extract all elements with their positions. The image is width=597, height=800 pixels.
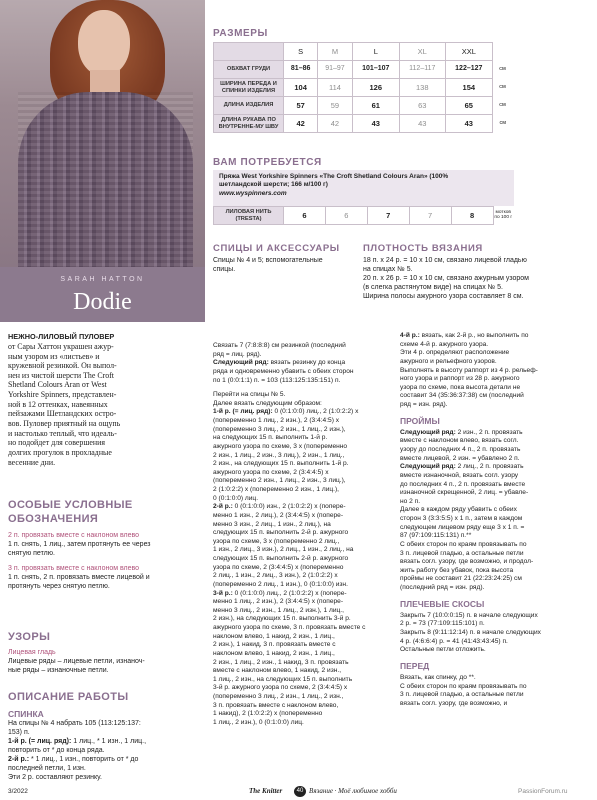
yarn-table [213,206,513,225]
need-heading: ВАМ ПОТРЕБУЕТСЯ [213,157,322,168]
gauge-section [363,243,593,302]
intro-lead: НЕЖНО-ЛИЛОВЫЙ ПУЛОВЕР [8,332,115,341]
size-header: XL [399,43,445,61]
patterns-line-2: ные ряды – изнаночные петли. [8,666,109,674]
back-line-6: последней петли, 1 изн. [8,764,86,772]
instruction-line: ряд = лиц. ряд). [213,350,262,358]
instructions-column-3 [400,332,590,709]
instruction-line: на следующих 15 п. выполнить 1-й р. [213,434,328,442]
instruction-line: (попеременно 3 лиц., 2 изн., 1 лиц., 2 изн., [213,693,344,700]
instruction-line: 3-й р. ажурного узора по схеме, 2 (3:4:4:5) х [213,684,348,692]
instruction-line: составит 34 (35:36:37:38) см (последний [400,392,524,400]
instruction-line: 2 изн., 1 лиц., 2 изн., 1 накид, 3 п. провязать [213,658,349,666]
instruction-line: 2 лиц., 1 изн., 2 лиц., 3 изн.), 2 (1:0:2:2) х [213,572,338,580]
instruction-line: вместе с наклоном влево, 1 накид, 2 изн., [213,667,342,675]
back-line-7: Эти 2 р. составляют резинку. [8,773,102,781]
intro-line: долгих прогулок в прохладные [8,447,112,457]
abbrev-2-title: 3 п. провязать вместе с наклоном влево [8,565,140,573]
instruction-line: 2 изн.), на следующих 15 п. выполнить 3-й р. [213,615,351,623]
size-value: 43 [399,115,445,133]
instruction-line: 0 (0:1:0:0) лиц. [213,494,259,502]
abbreviations-section [8,498,201,592]
gauge-line: 20 п. х 26 р. = 10 х 10 см, связано ажурным узором [363,275,529,283]
back-row-2-text: * 1 лиц., 1 изн., повторить от * до [29,755,139,763]
yarn-value: 7 [367,207,409,225]
size-row-label: ДЛИНА ИЗДЕЛИЯ [214,97,284,115]
size-value: 42 [284,115,318,133]
size-row-label: ДЛИНА РУКАВА ПО ВНУТРЕННЕ-МУ ШВУ [214,115,284,133]
instruction-line: (попеременно 1 лиц., 2 изн.), 2 (3:4:4:5) х [213,417,340,424]
instruction-line: узора по схеме, пока высота детали не [400,383,521,391]
patterns-section [8,630,201,676]
sweater-photo [0,0,205,267]
instruction-line: вместе лицевой, 2 изн. = убавлено 2 п. [400,454,520,462]
pattern-title: Dodie [73,289,132,315]
instruction-line: менно 3 изн., 2 лиц., 1 изн., 2 лиц.), на [213,520,331,528]
instruction-line: менно 1 лиц., 2 изн.), 2 (3:4:4:5) х (попере- [213,598,344,606]
yarn-unit: мотков по 100 г [494,209,513,220]
intro-line: ной в 12 оттенках, навеянных [8,399,108,409]
size-value: 57 [284,97,318,115]
size-header: XXL [445,43,492,61]
instruction-line: ного узора и раппорт из 28 р. ажурного [400,375,520,383]
gauge-line: 18 п. х 24 р. = 10 х 10 см, связано лицевой гладью [363,257,527,265]
tools-line-2: спицы. [213,266,236,274]
instruction-line: 2 изн., на следующих 15 п. выполнить 1-й р. [213,460,349,468]
instruction-line: 2 р. = 73 (77:109:115:101) п. [400,620,485,628]
instruction-line: ажурного узора по схеме, 3 п. провязать вместе с [213,624,366,631]
yarn-value: 7 [409,207,451,225]
instruction-line: 3 п. лицевой гладью, а остальные петли [400,549,524,557]
gauge-heading: ПЛОТНОСТЬ ВЯЗАНИЯ [363,243,483,254]
size-value: 104 [284,79,318,97]
instruction-line: Эти 4 р. определяют расположение [400,349,510,357]
page-number: 40 [294,786,306,797]
instruction-line: Перейти на спицы № 5. [213,391,286,399]
instruction-line: Закрыть 8 (9:11:12:14) п. в начале следующих [400,629,541,636]
back-row-1-label: 1-й р. (= лиц. ряд): [8,737,72,745]
intro-line: от Сары Хаттон украшен ажур- [8,341,114,351]
size-value: 101–107 [352,61,399,79]
intro-text [8,332,158,467]
instruction-line: сторон 3 (3:3:5:5) х 1 п., затем в каждом [400,515,523,522]
magazine-name: The Knitter [249,787,283,795]
gauge-line: (в слегка растянутом виде) на спицах № 5. [363,284,503,292]
author-name: SARAH HATTON [60,276,145,283]
instruction-line: 3 п. провязать вместе с наклоном влево, [213,701,339,709]
instruction-line: ажурного узора по схеме, 2 (3:4:4:5) х [213,468,329,476]
size-unit: см [499,119,507,126]
intro-line: нен из чистой шерсти The Croft [8,370,114,380]
size-unit: см [499,83,506,90]
sizes-row [214,97,513,115]
intro-line: весенние дни. [8,457,56,467]
instruction-line: Связать 7 (7:8:8:8) см резинкой (последний [213,342,346,349]
back-line-4: повторить от * до конца ряда. [8,746,105,754]
instruction-line: Следующий ряд: 2 лиц., 2 п. провязать [400,463,524,471]
size-header: M [318,43,352,61]
instruction-line: менно 3 лиц., 2 изн., 1 лиц., 2 изн.), 1 лиц., [213,606,344,614]
size-unit: см [499,65,506,72]
instruction-line: вязать согл. узору, где возможно, и [400,699,508,707]
abbrev-1-text-2: снятую петлю. [8,550,55,558]
size-header: S [284,43,318,61]
patterns-heading: УЗОРЫ [8,631,51,643]
instruction-line: вязать согл. узору, где возможно, и продол- [400,558,534,566]
instruction-line: проймы не составит 21 (22:23:24:25) см [400,575,522,583]
instruction-line: 2 изн., 1 лиц., 2 изн., 3 лиц.), 2 изн., 1 лиц., [213,451,345,459]
instruction-line: ажурного и рельефного узоров. [400,357,497,365]
size-value: 81–86 [284,61,318,79]
instruction-line: 3-й р.: 0 (0:1:0:0) лиц., 2 (1:0:2:2) х (попере- [213,589,347,597]
instruction-line: изнаночной скрещенной, 2 лиц. = убавле- [400,489,529,497]
instruction-line: 1 накид), 2 (1:0:2:2) х (попеременно [213,710,323,718]
instruction-line: до последних 4 п., 2 п. провязать вместе [400,480,526,488]
instruction-line: ажурного узора по схеме, 3 х (попеременно [213,442,348,450]
size-value: 59 [318,97,352,115]
instructions-column-2 [213,342,391,728]
size-row-label: ОБХВАТ ГРУДИ [214,61,284,79]
instruction-line: ряда и одновременно убавить с обеих сторон [213,367,354,375]
size-unit: см [499,101,506,108]
instruction-line: (попеременно 3 лиц., 2 изн., 1 лиц., 2 изн.), [213,425,346,433]
instruction-line: Вязать, как спинку, до **. [400,674,476,681]
size-value: 61 [352,97,399,115]
instruction-line: узора по схеме, 3 х (попеременно 2 лиц., [213,537,340,545]
instruction-line: Далее вязать следующим образом: [213,399,322,407]
size-value: 63 [399,97,445,115]
size-value: 43 [352,115,399,133]
instruction-line: Остальные петли отложить. [400,646,486,654]
instruction-line: Следующий ряд: 2 изн., 2 п. провязать [400,428,523,436]
instruction-line: ряд = изн. ряд). [400,401,448,408]
instruction-line: по 1 (0:0:1:1) п. = 103 (113:125:135:151) п. [213,376,341,384]
gauge-line: Ширина полосы ажурного узора составляет 8 см. [363,292,524,300]
instruction-line: С обеих сторон по краям провязывать по [400,682,527,690]
sizes-row [214,115,513,133]
watermark: PassionForum.ru [518,788,568,795]
abbrev-heading-2: ОБОЗНАЧЕНИЯ [8,513,99,526]
size-value: 112–117 [399,61,445,79]
size-value: 154 [445,79,492,97]
instruction-line: (последний ряд = изн. ряд). [400,584,485,591]
intro-line: и настолько теплый, что идеаль- [8,428,117,438]
instruction-line: 2 изн.), 1 накид, 3 п. провязать вместе с [213,641,336,649]
yarn-value: 8 [451,207,493,225]
instruction-line: наклоном влево, 1 накид, 2 изн., 1 лиц., [213,649,335,657]
instruction-line: С обеих сторон по краям провязывать по [400,540,527,548]
instruction-line: вместе с наклоном влево, вязать согл. [400,437,519,445]
size-value: 122–127 [445,61,492,79]
abbrev-heading-1: ОСОБЫЕ УСЛОВНЫЕ [8,499,133,511]
abbrev-1-title: 2 п. провязать вместе с наклоном влево [8,532,140,540]
sizes-row [214,79,513,97]
instruction-line: узору до последних 4 п., 2 п. провязать [400,446,521,453]
instruction-line: наклоном влево, 1 накид, 2 изн., 1 лиц., [213,632,335,640]
instruction-line: 3 п. лицевой гладью, а остальные петли [400,691,524,699]
instruction-line: но 2 п. [400,497,421,505]
back-row-2-label: 2-й р.: [8,755,30,763]
size-value: 65 [445,97,492,115]
magazine-tagline: Вязание · Моё любимое хобби [309,787,397,795]
size-value: 43 [445,115,492,133]
instruction-line: жить работу без убавок, пока высота [400,566,514,574]
back-line-2: 153) п. [8,728,30,736]
size-row-label: ШИРИНА ПЕРЕДА И СПИНКИ ИЗДЕЛИЯ [214,79,284,97]
instruction-line: 1 изн., 2 лиц., 3 изн.), 2 лиц., 1 изн., 2 лиц., на [213,546,354,554]
intro-line: Shetland Colours Aran от West [8,380,107,390]
sizes-heading: РАЗМЕРЫ [213,28,268,39]
yarn-box [213,170,514,206]
instruction-line: 87 (97:109:115:131) п.** [400,532,472,540]
gauge-line: на спицах № 5. [363,266,413,274]
instruction-line: 4 р. (4:6:6:4) р. = 41 (41:43:43:45) п. [400,637,508,645]
instruction-line: 1 лиц., 2 изн., на следующих 15 п. выполнить [213,675,353,683]
yarn-value: 6 [325,207,367,225]
instruction-line: следующих 15 п. выполнить 2-й р. ажурного [213,555,349,562]
instruction-line: менно 1 изн., 2 лиц.), 2 (3:4:4:5) х (попере- [213,511,344,519]
instruction-line: Выполнять в высоту раппорт из 4 р. рельеф- [400,366,538,374]
section-heading: ПЛЕЧЕВЫЕ СКОСЫ [400,598,485,609]
size-unit-blank [493,43,513,61]
yarn-line-2: шетландской шерсти; 166 м/100 г) [219,181,328,189]
yarn-url: www.wyspinners.com [219,189,287,197]
instruction-line: вместе изнаночной, вязать согл. узору [400,471,519,479]
intro-line: пейзажами Шетландских остро- [8,409,117,419]
instruction-line: следующих 15 п. выполнить 2-й р. ажурного [213,529,349,537]
back-row-1-text: 1 лиц., * 1 изн., 1 лиц., [71,737,147,745]
page-footer [0,784,597,800]
sizes-corner [214,43,284,61]
instruction-line: узора по схеме, 2 (3:4:4:5) х (попеременно [213,563,344,571]
title-banner [0,267,205,322]
section-heading: ПЕРЕД [400,660,430,671]
tools-section [213,243,358,275]
tools-heading: СПИЦЫ И АКСЕССУАРЫ [213,243,340,254]
instruction-line: Следующий ряд: вязать резинку до конца [213,359,346,367]
intro-line: ным узором из «листьев» и [8,351,100,361]
back-heading: СПИНКА [8,709,44,720]
intro-line: Yorkshire Spinners, представлен- [8,390,117,400]
work-section [8,690,201,783]
intro-line: но подойдет для совершения [8,438,105,448]
instruction-line: 2-й р.: 0 (0:1:0:0) изн., 2 (1:0:2:2) х (попере- [213,503,346,511]
work-heading: ОПИСАНИЕ РАБОТЫ [8,691,129,703]
instruction-line: Закрыть 7 (10:0:0:15) п. в начале следующих [400,611,538,619]
patterns-sub: Лицевая гладь [8,649,56,657]
back-line-1: На спицы № 4 набрать 105 (113:125:137: [8,719,141,727]
size-value: 114 [318,79,352,97]
instruction-line: схеме 4-й р. ажурного узора. [400,340,489,348]
size-value: 42 [318,115,352,133]
instruction-line: 1 лиц., 2 изн.), 0 (0:1:0:0) лиц. [213,718,304,726]
intro-line: вов. Пуловер приятный на ощупь [8,419,121,429]
issue-number: 3/2022 [8,788,28,795]
abbrev-2-text: 1 п. снять, 2 п. провязать вместе лицевой и [8,573,150,581]
abbrev-2-text-2: протянуть через снятую петлю. [8,582,110,590]
sizes-table [213,42,513,133]
patterns-line-1: Лицевые ряды – лицевые петли, изнаноч- [8,658,145,666]
instruction-line: следующем лицевом ряду еще 3 х 1 п. = [400,523,525,531]
sizes-row [214,61,513,79]
size-value: 126 [352,79,399,97]
size-header: L [352,43,399,61]
section-heading: ПРОЙМЫ [400,415,440,426]
instruction-line: (попеременно 2 лиц., 1 изн.), 0 (0:1:0:0) изн. [213,580,348,588]
intro-line: кружевной резинкой. Он выпол- [8,361,117,371]
yarn-value: 6 [284,207,326,225]
instruction-line: Далее в каждом ряду убавить с обеих [400,506,517,514]
instruction-line: 1-й р. (= лиц. ряд): 0 (0:1:0:0) лиц., 2 (1:0:2:2) х [213,408,359,416]
tools-line-1: Спицы № 4 и 5; вспомогательные [213,257,323,265]
instruction-line: 4-й р.: вязать, как 2-й р., но выполнить по [400,332,529,339]
size-value: 138 [399,79,445,97]
abbrev-1-text: 1 п. снять, 1 лиц., затем протянуть ее через [8,541,151,549]
instruction-line: (попеременно 2 изн., 1 лиц., 2 изн., 3 лиц.), [213,477,346,485]
instruction-line: 2 (1:0:2:2) х (попеременно 2 изн., 1 лиц.), [213,486,340,493]
yarn-line-1: Пряжа West Yorkshire Spinners «The Croft Shetland Colours Aran» (100% [219,173,449,180]
yarn-color-label: ЛИЛОВАЯ НИТЬ (TRESTA) [214,207,284,225]
size-value: 91–97 [318,61,352,79]
